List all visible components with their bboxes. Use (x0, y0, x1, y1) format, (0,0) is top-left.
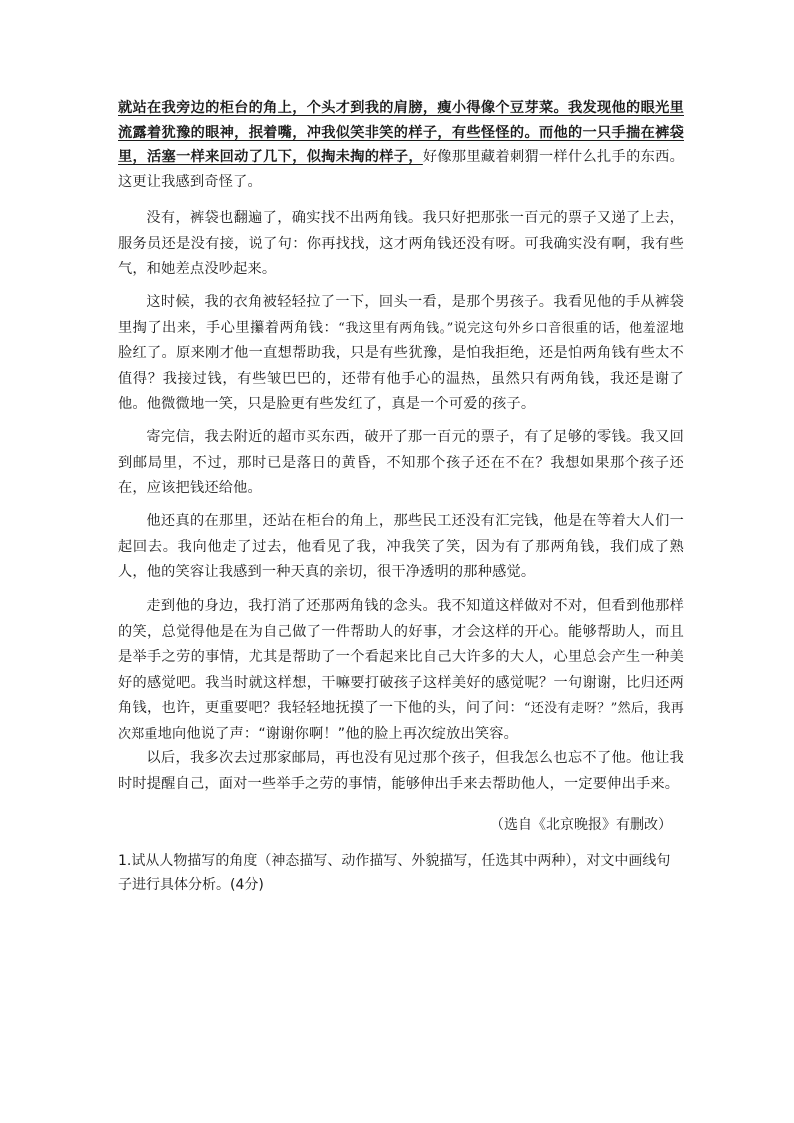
paragraph-5: 他还真的在那里，还站在柜台的角上，那些民工还没有汇完钱，他是在等着大人们一起回去。我向他走了过去，他看见了我，冲我笑了笑，因为有了那两角钱，我们成了熟人，他的笑容让我感到一种天真的亲切，很干净透明的那种感觉。 (118, 513, 684, 580)
paragraph-2: 没有，裤袋也翻遍了，确实找不出两角钱。我只好把那张一百元的票子又递了上去，服务员还是没有接，说了句：你再找找，这才两角钱还没有呀。可我确实没有啊，我有些气，和她差点没吵起来。 (118, 210, 684, 277)
paragraph-6-quote: “还没有走呀？”然后，我再次郑重 (118, 701, 684, 742)
underlined-sentence: 就站在我旁边的柜台的角上，个头才到我的肩膀，瘦小得像个豆芽菜。我发现他的眼光里流露着犹豫的眼神，抿着嘴，冲我似笑非笑的样子，有些怪怪的。而他的一只手揣在裤袋里，活塞一样来回动了几下，似掏未掏的样子， (118, 100, 684, 165)
paragraph-3-part-b: 地脸红了。原来刚才他一直想帮助我，只是有些犹豫，是怕我拒绝，还是怕两角钱有些太不值得？我接过钱，有些皱巴巴的，还带有他手心的温热，虽然只有两角钱，我还是谢了他。他微微地一笑，只是脸更有些发红了，真是一个可爱的孩子。 (118, 319, 684, 412)
paragraph-3-quote: “我这里有两角钱。”说完这句外乡口音很重的话，他羞涩 (338, 320, 670, 336)
paragraph-1 (118, 96, 684, 194)
paragraph-6-part-a: 走到他的身边，我打消了还那两角钱的念头。我不知道这样做对不对，但看到他那样的笑，总觉得他是在为自己做了一件帮助人的好事，才会这样的开心。能够帮助人，而且是举手之劳的事情，尤其是帮助了一个看起来比自己大许多的大人，心里总会产生一种美好的感觉吧。我当时就这样想，干嘛要打破孩子这样美好的感觉呢？一句谢谢，比归还两角钱，也许，更重要吧？我轻轻地抚摸了一下他的头，问了问： (118, 598, 684, 716)
paragraph-3-part-a: 这时候，我的衣角被轻轻拉了一下，回头一看，是那个男孩子。我看见他的手从裤袋里掏了出来，手心里攥着两角钱： (118, 294, 684, 336)
paragraph-6 (118, 594, 684, 747)
paragraph-7: 以后，我多次去过那家邮局，再也没有见过那个孩子，但我怎么也忘不了他。他让我时时提醒自己，面对一些举手之劳的事情，能够伸出手来去帮助他人，一定要伸出手来。 (118, 750, 684, 792)
source-citation: （选自《北京晚报》有删改） (490, 817, 672, 833)
paragraph-6-part-b: 地向他说了声：“谢谢你啊！”他的脸上再次绽放出笑容。 (157, 725, 519, 742)
paragraph-1-rest: 好像那里藏着刺猬一样什么扎手的东西。这更让我感到奇怪了。 (118, 149, 685, 190)
paragraph-4: 寄完信，我去附近的超市买东西，破开了那一百元的票子，有了足够的零钱。我又回到邮局里，不过，那时已是落日的黄昏，不知那个孩子还在不在？我想如果那个孩子还在，应该把钱还给他。 (118, 429, 684, 496)
question-1: 1.试从人物描写的角度（神态描写、动作描写、外貌描写，任选其中两种），对文中画线句子进行具体分析。(4分) (118, 853, 671, 893)
paragraph-3 (118, 290, 684, 418)
